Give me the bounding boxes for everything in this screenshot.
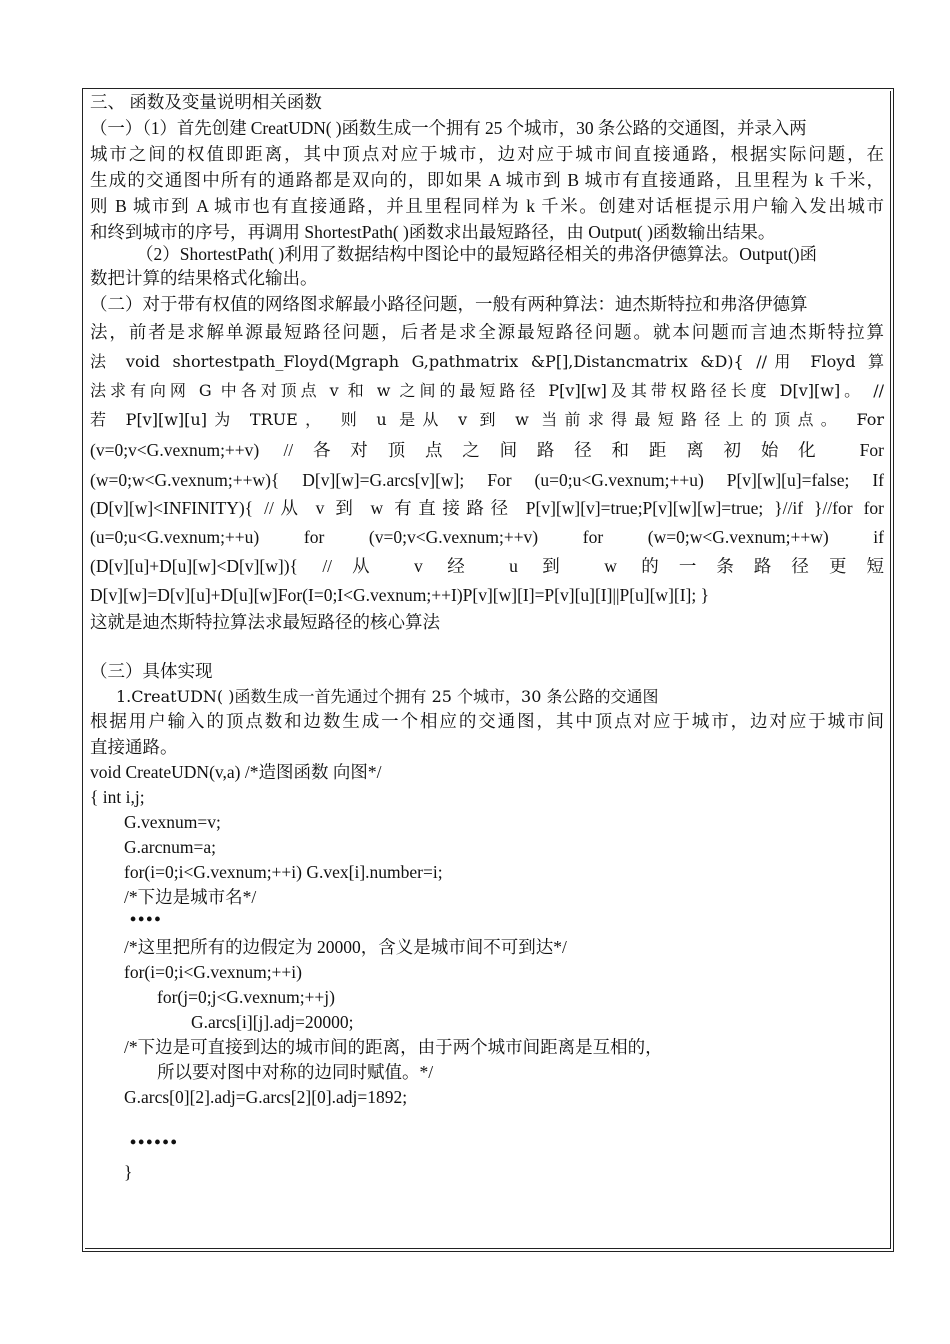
paragraph-line: 这就是迪杰斯特拉算法求最短路径的核心算法: [90, 612, 440, 632]
paragraph-line: 生成的交通图中所有的通路都是双向的，即如果 A 城市到 B 城市有直接通路，且里程为 k 千米，: [90, 170, 884, 190]
code-inline-line: (D[v][w]<INFINITY){ //从 v 到 w 有直接路径 P[v][w][v]=true;P[v][w][w]=true; }//if }//for for: [90, 498, 884, 518]
ellipsis-dots: ••••••: [130, 1132, 179, 1152]
code-line: G.arcs[0][2].adj=G.arcs[2][0].adj=1892;: [124, 1087, 408, 1107]
ellipsis-dots: ••••: [130, 909, 163, 929]
code-comment: /*这里把所有的边假定为 20000，含义是城市间不可到达*/: [124, 937, 567, 957]
code-comment: /*下边是城市名*/: [124, 887, 257, 907]
paragraph-line: （一）（1）首先创建 CreatUDN( )函数生成一个拥有 25 个城市，30 条公路的交通图，并录入两: [90, 118, 807, 138]
code-inline-line: 法 void shortestpath_Floyd(Mgraph G,pathmatrix &P[],Distancmatrix &D){ //用 Floyd 算: [90, 352, 884, 371]
paragraph-line: 城市之间的权值即距离，其中顶点对应于城市，边对应于城市间直接通路，根据实际问题，在: [90, 144, 884, 164]
code-inline-line: D[v][w]=D[v][u]+D[u][w]For(I=0;I<G.vexnum;++I)P[v][w][I]=P[v][u][I]||P[u][w][I]; }: [90, 585, 710, 605]
code-inline-line: (u=0;u<G.vexnum;++u) for (v=0;v<G.vexnum;++v) for (w=0;w<G.vexnum;++w) if: [90, 527, 884, 547]
paragraph-line: 法，前者是求解单源最短路径问题，后者是求全源最短路径问题。就本问题而言迪杰斯特拉算: [90, 322, 884, 342]
list-item: 1.CreatUDN( )函数生成一首先通过个拥有 25 个城市，30 条公路的交通图: [116, 687, 659, 706]
section-heading: 三、 函数及变量说明相关函数: [90, 92, 322, 112]
paragraph-line: 直接通路。: [90, 737, 178, 757]
code-inline-line: (D[v][u]+D[u][w]<D[v][w]){ //从 v 经 u 到 w 的一条路径更短: [90, 556, 884, 576]
paragraph-line: 根据用户输入的顶点数和边数生成一个相应的交通图，其中顶点对应于城市，边对应于城市间: [90, 711, 884, 731]
code-line: for(i=0;i<G.vexnum;++i) G.vex[i].number=i;: [124, 862, 443, 882]
code-line: void CreateUDN(v,a) /*造图函数 向图*/: [90, 762, 382, 782]
code-line: }: [124, 1162, 133, 1182]
code-inline-line: 若 P[v][w][u]为 TRUE， 则 u 是从 v 到 w 当前求得最短路径上的顶点。 For: [90, 410, 884, 429]
code-line: for(j=0;j<G.vexnum;++j): [157, 987, 335, 1007]
code-inline-line: 法求有向网 G 中各对顶点 v 和 w 之间的最短路径 P[v][w]及其带权路径长度 D[v][w]。 //: [90, 381, 884, 400]
paragraph-line: 和终到城市的序号，再调用 ShortestPath( )函数求出最短路径，由 Output( )函数输出结果。: [90, 222, 776, 242]
paragraph-line: 则 B 城市到 A 城市也有直接通路，并且里程同样为 k 千米。创建对话框提示用户输入发出城市: [90, 196, 884, 216]
subsection-heading: （三）具体实现: [90, 661, 213, 681]
paragraph-line: （2）ShortestPath( )利用了数据结构中图论中的最短路径相关的弗洛伊德算法。Output()函: [136, 244, 818, 264]
code-inline-line: (w=0;w<G.vexnum;++w){ D[v][w]=G.arcs[v][w]; For (u=0;u<G.vexnum;++u) P[v][w][u]=false; If: [90, 470, 884, 490]
paragraph-line: （二）对于带有权值的网络图求解最小路径问题，一般有两种算法：迪杰斯特拉和弗洛伊德算: [90, 294, 808, 314]
code-line: G.arcnum=a;: [124, 837, 216, 857]
code-line: G.vexnum=v;: [124, 812, 221, 832]
code-comment: 所以要对图中对称的边同时赋值。*/: [157, 1062, 434, 1082]
code-line: { int i,j;: [90, 787, 145, 807]
paragraph-line: 数把计算的结果格式化输出。: [90, 268, 318, 288]
code-inline-line: (v=0;v<G.vexnum;++v) //各对顶点之间路径和距离初始化 For: [90, 440, 884, 460]
code-line: for(i=0;i<G.vexnum;++i): [124, 962, 302, 982]
code-line: G.arcs[i][j].adj=20000;: [191, 1012, 354, 1032]
code-comment: /*下边是可直接到达的城市间的距离，由于两个城市间距离是互相的，: [124, 1037, 663, 1057]
